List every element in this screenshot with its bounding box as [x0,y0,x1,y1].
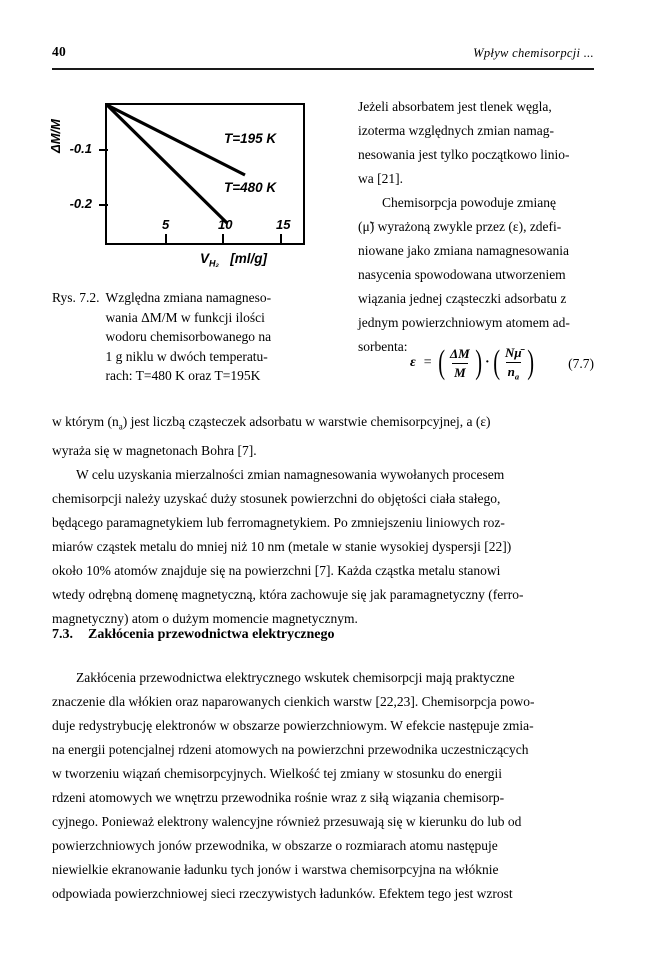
equation-left-fraction [448,346,472,381]
text-line: na energii potencjalnej rdzeni atomowych na powierzchni przewodnika uczestniczących [52,742,529,757]
text-line: Zakłócenia przewodnictwa elektrycznego wskutek chemisorpcji mają praktyczne [76,670,515,685]
text-line: wa [21]. [358,171,403,186]
chart-xtick-label-15: 15 [276,217,291,232]
figure-caption-line: 1 g niklu w dwóch temperatu- [105,348,268,364]
chart-plot-area [48,95,337,285]
text-line: w tworzeniu wiązań chemisorpcyjnych. Wielkość tej zmiany w stosunku do energii [52,766,502,781]
figure-caption-label: Rys. 7.2. [52,290,100,305]
chart-xtick-mark-15 [280,234,282,245]
text-line: izoterma względnych zmian namag- [358,123,555,138]
chart-ytick-label-1: -0.2 [69,196,92,211]
text-line: wtedy odrębną domenę magnetyczną, która zachowuje się jak paramagnetyczny (ferro- [52,586,524,602]
text-fragment: ) jest liczbą cząsteczek adsorbatu w warstwie chemisorpcyjnej, a (ε) [122,414,491,429]
text-line: znaczenie dla włókien oraz naparowanych cienkich warstw [22,23]. Chemisorpcja powo- [52,694,535,709]
equation-right-numerator: Nμ̄ [505,345,522,360]
chart-xtick-mark-10 [222,234,224,245]
text-line: jednym powierzchniowym atomem ad- [358,315,570,330]
text-line: wiązania jednej cząsteczki adsorbatu z [358,291,567,306]
text-line: Jeżeli absorbatem jest tlenek węgla, [358,99,552,114]
right-paren-open-icon: ( [492,344,500,382]
equation-7-7 [410,345,536,382]
chart-xtick-label-10: 10 [218,217,233,232]
section-heading-7-3 [52,627,594,643]
running-head [52,44,594,66]
text-line: niewielkie ekranowanie ładunku tych jonów i warstwa chemisorpcyjna na włóknie [52,862,499,877]
chart-x-axis-symbol: V [200,251,210,266]
equation-right-fraction [503,345,524,382]
header-rule [52,68,594,70]
equation-equals: = [423,355,432,371]
chart-series-lines [105,103,305,245]
text-line: nasycenia spowodowana utworzeniem [358,267,566,282]
text-line: niowane jako zmiana namagnesowania [358,243,570,258]
right-column-text [358,95,594,359]
text-line: rdzeni atomowych we wnętrzu przewodnika rośnie wraz z siłą wiązania chemisorp- [52,790,505,805]
chart-ytick-label-0: -0.1 [69,141,92,156]
figure-caption-line: rach: T=480 K oraz T=195K [105,368,261,383]
paragraph [52,463,594,631]
paragraph [358,95,594,191]
chart-y-axis-title: ΔM/M [48,119,63,153]
figure-caption-line: wodoru chemisorbowanego na [105,329,272,344]
page-number: 40 [52,44,66,59]
chart-x-axis-title [200,251,267,269]
text-line: duje redystrybucję elektronów w obszarze powierzchniowym. W efekcie następuje zmia- [52,718,534,733]
text-line: odpowiada powierzchniowej sieci rzeczywistych ładunków. Efektem tego jest wzrost [52,886,513,901]
text-line: sorbenta: [358,339,408,354]
figure-caption-line: wania ΔM/M w funkcji ilości [105,309,265,325]
text-line: (μ̃) wyrażoną zwykle przez (ε), zdefi- [358,219,562,234]
chart-series-label-480k: T=480 K [224,180,277,195]
chart-xtick-mark-5 [165,234,167,245]
chart-series-label-195k: T=195 K [224,131,277,146]
paragraph [358,191,594,359]
left-paren-close-icon: ) [474,344,482,382]
equation-row [358,345,594,389]
equation-right-group [491,345,536,382]
text-line: miarów cząstek metalu do mniej niż 10 nm (metale w stanie wysokiej dyspersji [22]) [52,538,512,554]
right-paren-close-icon: ) [526,344,534,382]
text-line [52,410,594,439]
equation-right-denominator-sub: a [514,371,520,382]
text-fragment: w którym (n [52,414,119,429]
text-line: chemisorpcji należy uzyskać duży stosunek powierzchni do objętości ciała stałego, [52,490,501,506]
text-line: Chemisorpcja powoduje zmianę [382,195,556,210]
figure-caption-text [105,288,337,386]
equation-left-numerator: ΔM [449,345,470,361]
running-title: Wpływ chemisorpcji ... [473,46,594,60]
text-line: cyjnego. Ponieważ elektrony walencyjne również przesuwają się w kierunku do lub od [52,814,522,829]
equation-right-denominator [506,362,521,382]
text-line: około 10% atomów znajduje się na powierzchni [7]. Każda cząstka metalu stanowi [52,562,501,578]
equation-right-denominator-symbol: n [507,364,515,379]
chart-xtick-label-5: 5 [162,217,170,232]
subscript-a: a [118,421,123,432]
paragraph [52,666,594,906]
left-paren-open-icon: ( [437,344,445,382]
equation-number: (7.7) [568,356,594,371]
figure-caption-line: Względna zmiana namagneso- [105,290,272,305]
section-title: Zakłócenia przewodnictwa elektrycznego [88,627,335,642]
body-text-block-2 [52,666,594,906]
body-text-block-1 [52,410,594,631]
equation-left-denominator: M [454,364,466,380]
equation-epsilon: ε [410,355,416,371]
chart-x-axis-subscript: H₂ [209,258,219,269]
chart-x-axis-units: [ml/g] [230,251,267,266]
text-line: W celu uzyskania mierzalności zmian namagnesowania wywołanych procesem [76,466,505,482]
text-line: wyraża się w magnetonach Bohra [7]. [52,442,257,458]
text-line: powierzchniowych jonów przewodnika, w obszarze o rozmiarach atomu następuje [52,838,498,853]
text-line: magnetyczny) atom o dużym momencie magnetycznym. [52,610,358,626]
paragraph [52,410,594,463]
figure-7-2 [48,95,337,285]
text-line: nesowania jest tylko początkowo linio- [358,147,570,162]
equation-multiply-dot: · [485,355,490,371]
figure-caption [52,288,337,386]
section-number: 7.3. [52,627,73,642]
equation-left-group [436,346,484,381]
text-line: będącego paramagnetykiem lub ferromagnetykiem. Po zmniejszeniu liniowych roz- [52,514,505,530]
